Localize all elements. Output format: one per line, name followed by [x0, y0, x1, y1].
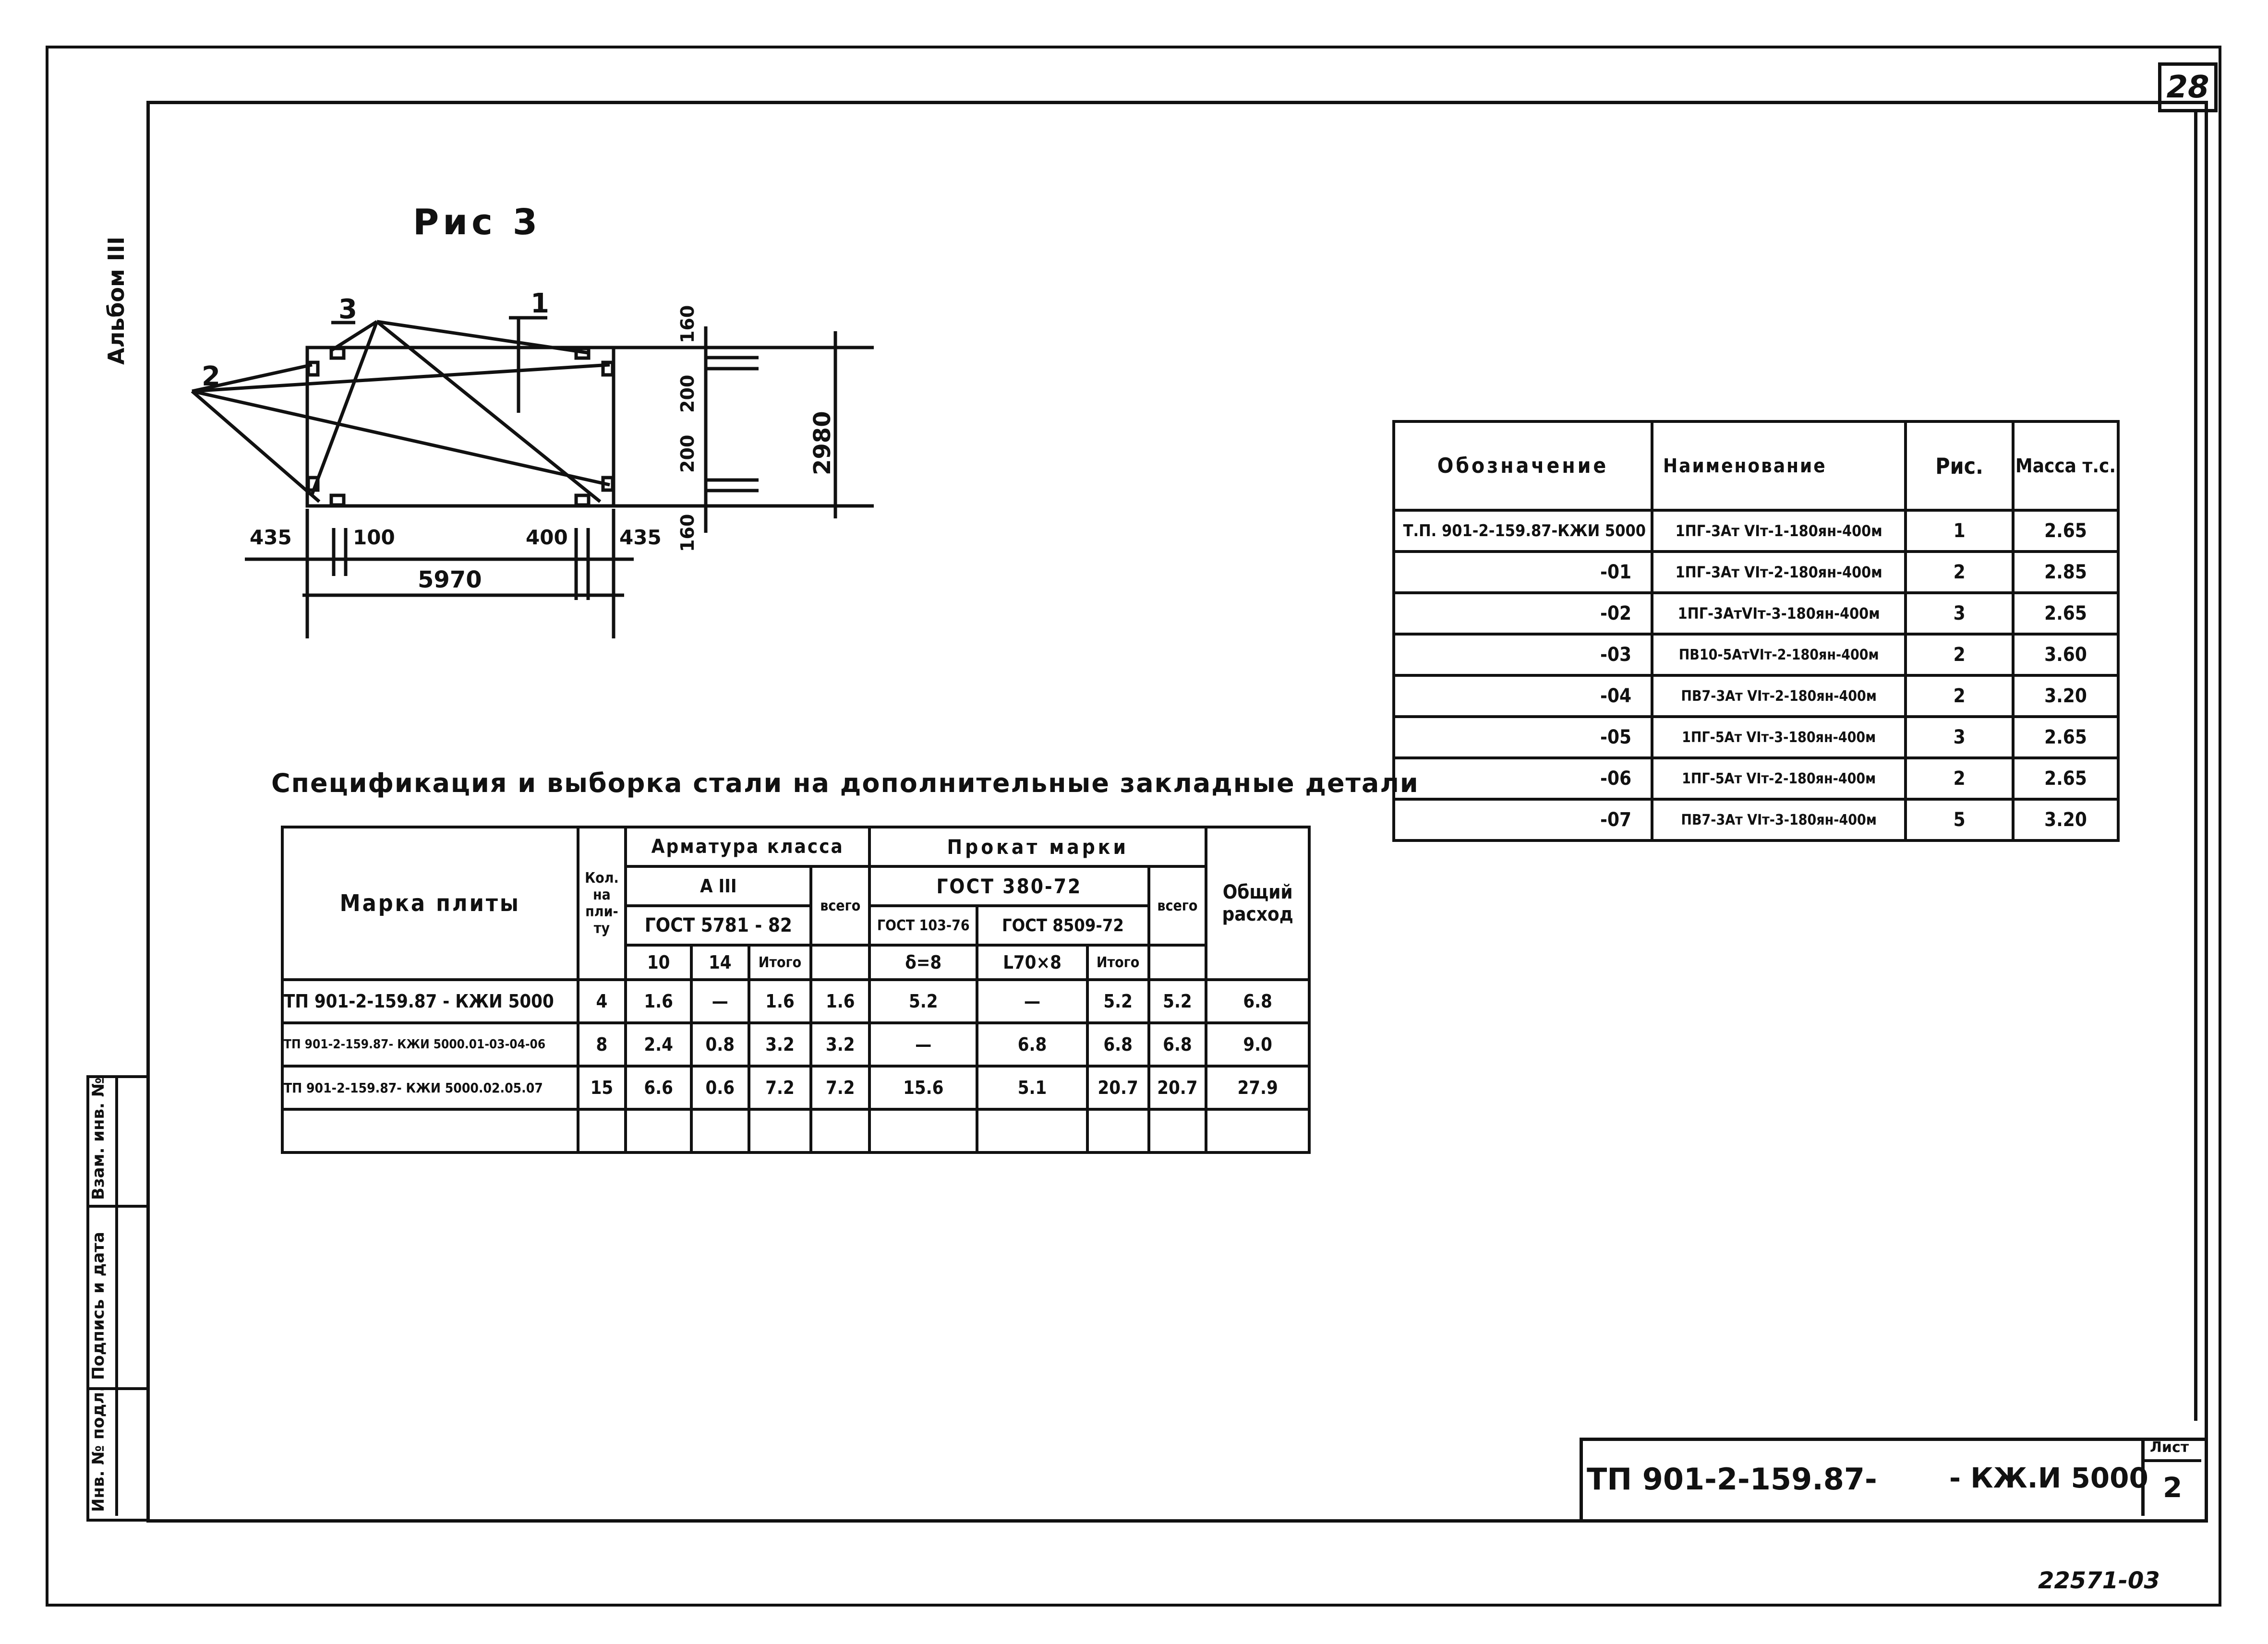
list-cell-naim: ПВ10-5АтVIт-2-180ян-400м [1652, 634, 1906, 675]
spec-header-c14: 14 [691, 945, 749, 980]
list-item [1394, 675, 2118, 717]
spec-header-itogo1: Итого [749, 945, 811, 980]
spec-cell-marka: ТП 901-2-159.87- КЖИ 5000.02.05.07 [282, 1066, 578, 1109]
dim-160-top: 160 [677, 305, 698, 343]
list-cell-massa: 3.20 [2013, 799, 2118, 840]
album-label: Альбом III [103, 236, 129, 365]
dim-435-right: 435 [619, 526, 662, 549]
spec-cell-vsego1: 7.2 [811, 1066, 869, 1109]
spec-cell-vsego1: 1.6 [811, 980, 869, 1023]
list-cell-oboz: -07 [1394, 799, 1652, 840]
list-cell-massa: 2.65 [2013, 593, 2118, 634]
spec-header-blank2 [1149, 945, 1206, 980]
spec-cell-c14: — [691, 980, 749, 1023]
list-item [1394, 552, 2118, 593]
spec-table [281, 826, 1311, 1154]
spec-header-gost5781: ГОСТ 5781 - 82 [626, 906, 811, 945]
spec-cell-marka: ТП 901-2-159.87 - КЖИ 5000 [282, 980, 578, 1023]
list-cell-oboz: -04 [1394, 675, 1652, 717]
stamp-label-vzam: Взам. инв. № [89, 1077, 108, 1200]
dim-5970: 5970 [418, 566, 482, 593]
table-row [282, 1066, 1309, 1109]
spec-cell-c10: 6.6 [626, 1066, 691, 1109]
list-cell-massa: 2.65 [2013, 510, 2118, 552]
bottom-code: 22571-03 [2038, 1567, 2160, 1594]
list-cell-naim: 1ПГ-3АтVIт-3-180ян-400м [1652, 593, 1906, 634]
spec-header-gost380: ГОСТ 380-72 [869, 866, 1148, 906]
list-header-oboz: Обозначение [1394, 421, 1652, 510]
list-cell-ris: 1 [1906, 510, 2013, 552]
spec-header-gost103: ГОСТ 103-76 [869, 906, 977, 945]
spec-cell-total: 6.8 [1206, 980, 1309, 1023]
dim-200-top: 200 [677, 374, 698, 413]
list-item [1394, 717, 2118, 758]
spec-cell-kol: 4 [578, 980, 626, 1023]
spec-cell-s8: 5.2 [869, 980, 977, 1023]
list-cell-ris: 2 [1906, 675, 2013, 717]
spec-header-itogo2: Итого [1087, 945, 1149, 980]
list-cell-ris: 3 [1906, 717, 2013, 758]
list-item [1394, 510, 2118, 552]
spec-cell-s8: 15.6 [869, 1066, 977, 1109]
list-cell-oboz: -02 [1394, 593, 1652, 634]
list-cell-oboz: -01 [1394, 552, 1652, 593]
dim-400: 400 [526, 526, 568, 549]
spec-cell-itogo1: 7.2 [749, 1066, 811, 1109]
titleblock-sheet-label: Лист [2150, 1439, 2189, 1456]
spec-header-a3: А III [626, 866, 811, 906]
list-header-naim: Наименование [1652, 421, 1906, 510]
list-item [1394, 593, 2118, 634]
dim-100: 100 [353, 526, 395, 549]
list-cell-ris: 2 [1906, 758, 2013, 799]
list-item [1394, 799, 2118, 840]
list-cell-naim: 1ПГ-3Ат VIт-1-180ян-400м [1652, 510, 1906, 552]
titleblock-sheet-divider [2141, 1459, 2201, 1462]
list-cell-ris: 5 [1906, 799, 2013, 840]
table-row [282, 980, 1309, 1023]
spec-cell-itogo2: 20.7 [1087, 1066, 1149, 1109]
spec-header-vsego1: всего [811, 866, 869, 945]
spec-header-s8: δ=8 [869, 945, 977, 980]
spec-header-armatura: Арматура класса [626, 827, 869, 866]
dim-160-bottom: 160 [677, 514, 698, 552]
stamp-label-inv: Инв. № подл. [89, 1385, 108, 1512]
spec-cell-itogo2: 6.8 [1087, 1023, 1149, 1066]
list-header-massa: Масса т.с. [2013, 421, 2118, 510]
list-cell-oboz: Т.П. 901-2-159.87-КЖИ 5000 [1394, 510, 1652, 552]
spec-header-obshiy: Общий расход [1206, 827, 1309, 980]
figure-label-2: 2 [202, 361, 220, 392]
spec-cell-total: 9.0 [1206, 1023, 1309, 1066]
spec-cell-kol: 15 [578, 1066, 626, 1109]
list-cell-naim: 1ПГ-3Ат VIт-2-180ян-400м [1652, 552, 1906, 593]
spec-cell-itogo2: 5.2 [1087, 980, 1149, 1023]
list-cell-naim: 1ПГ-5Ат VIт-2-180ян-400м [1652, 758, 1906, 799]
list-cell-massa: 3.60 [2013, 634, 2118, 675]
spec-cell-kol: 8 [578, 1023, 626, 1066]
list-header-ris: Рис. [1906, 421, 2013, 510]
spec-cell-l70: 5.1 [977, 1066, 1087, 1109]
spec-cell-c10: 2.4 [626, 1023, 691, 1066]
list-cell-ris: 2 [1906, 552, 2013, 593]
spec-cell-vsego2: 5.2 [1149, 980, 1206, 1023]
spec-cell-l70: — [977, 980, 1087, 1023]
list-cell-oboz: -06 [1394, 758, 1652, 799]
list-cell-ris: 3 [1906, 593, 2013, 634]
list-cell-naim: 1ПГ-5Ат VIт-3-180ян-400м [1652, 717, 1906, 758]
spec-header-vsego2: всего [1149, 866, 1206, 945]
spec-cell-total: 27.9 [1206, 1066, 1309, 1109]
spec-cell-l70: 6.8 [977, 1023, 1087, 1066]
list-cell-massa: 2.65 [2013, 717, 2118, 758]
list-cell-naim: ПВ7-3Ат VIт-3-180ян-400м [1652, 799, 1906, 840]
sheet-number: 28 [2166, 70, 2209, 105]
spec-cell-s8: — [869, 1023, 977, 1066]
list-cell-oboz: -03 [1394, 634, 1652, 675]
spec-cell-vsego2: 6.8 [1149, 1023, 1206, 1066]
list-table [1392, 420, 2120, 842]
list-cell-oboz: -05 [1394, 717, 1652, 758]
dim-2980: 2980 [809, 411, 836, 475]
table-row [282, 1023, 1309, 1066]
spec-cell-c14: 0.6 [691, 1066, 749, 1109]
figure-title: Рис 3 [413, 202, 542, 243]
list-item [1394, 634, 2118, 675]
spec-cell-marka: ТП 901-2-159.87- КЖИ 5000.01-03-04-06 [282, 1023, 578, 1066]
list-cell-massa: 2.65 [2013, 758, 2118, 799]
list-item [1394, 758, 2118, 799]
spec-header-gost8509: ГОСТ 8509-72 [977, 906, 1148, 945]
list-cell-naim: ПВ7-3Ат VIт-2-180ян-400м [1652, 675, 1906, 717]
spec-header-marka: Марка плиты [282, 827, 578, 980]
dim-200-bottom: 200 [677, 434, 698, 473]
spec-cell-itogo1: 1.6 [749, 980, 811, 1023]
titleblock-sheet-value: 2 [2163, 1471, 2183, 1504]
spec-title: Спецификация и выборка стали на дополнительные закладные детали [271, 768, 1419, 798]
spec-header-blank1 [811, 945, 869, 980]
spec-header-c10: 10 [626, 945, 691, 980]
list-cell-massa: 3.20 [2013, 675, 2118, 717]
dim-435-left: 435 [250, 526, 292, 549]
list-cell-ris: 2 [1906, 634, 2013, 675]
list-cell-massa: 2.85 [2013, 552, 2118, 593]
spec-header-l70: L70×8 [977, 945, 1087, 980]
spec-cell-c10: 1.6 [626, 980, 691, 1023]
figure-label-3: 3 [338, 294, 357, 325]
spec-cell-c14: 0.8 [691, 1023, 749, 1066]
figure-label-1: 1 [531, 288, 549, 319]
spec-header-kol: Кол. на пли-ту [578, 827, 626, 980]
titleblock-doc: - КЖ.И 5000 [1949, 1462, 2148, 1494]
titleblock-code: ТП 901-2-159.87- [1587, 1462, 1877, 1497]
spec-cell-vsego2: 20.7 [1149, 1066, 1206, 1109]
stamp-label-sign: Подпись и дата [89, 1232, 108, 1380]
spec-header-prokat: Прокат марки [869, 827, 1206, 866]
spec-cell-itogo1: 3.2 [749, 1023, 811, 1066]
spec-cell-vsego1: 3.2 [811, 1023, 869, 1066]
table-row-empty [282, 1109, 1309, 1152]
